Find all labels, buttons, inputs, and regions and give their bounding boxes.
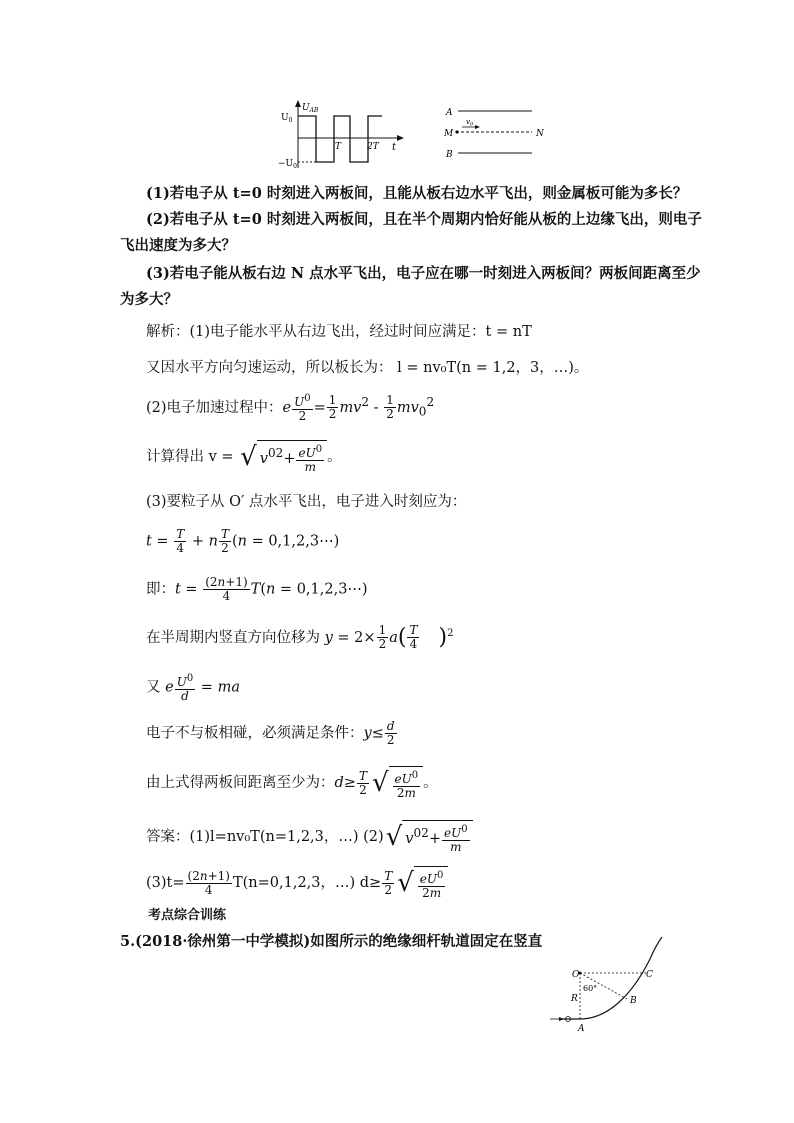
solution-line-5: (3)要粒子从 O′ 点水平飞出，电子进入时刻应为： (146, 494, 467, 510)
solution-force-equation: 又 e $\frac{U^0}{d}$ = ma (146, 673, 240, 703)
point-M-label: M (444, 129, 454, 139)
u0-negative-label: $-U_0$ (278, 159, 297, 170)
question-3-line2: 为多大？ (120, 291, 178, 308)
solution-time-simplified: 即：t = $\frac{(2n+1)}{4}$ T(n = 0,1,2,3⋯) (146, 575, 368, 603)
solution-distance: 由上式得两板间距离至少为：d≥ $\frac{T}{2}$ √ $\frac{eU^0}{2m}$ 。 (146, 768, 438, 800)
solution-line-1: 解析：(1)电子能水平从右边飞出，经过时间应满足：t = nT (146, 324, 532, 340)
question-1: (1)若电子从 t=0 时刻进入两板间，且能从板右边水平飞出，则金属板可能为多长？ (146, 185, 688, 202)
tick-2T-label: 2T (367, 142, 379, 152)
solution-velocity: 计算得出 v = √ $v^{02}+$ $\frac{eU^0}{m}$ 。 (146, 440, 342, 474)
problem-5-text: 5.(2018·徐州第一中学模拟)如图所示的绝缘细杆轨道固定在竖直 (120, 933, 543, 950)
point-O-label: O (572, 970, 580, 980)
solution-line-2: 又因水平方向匀速运动，所以板长为： l = nv₀T(n = 1,2，3，…)。 (146, 360, 589, 376)
question-2-line2: 飞出速度为多大？ (120, 237, 236, 254)
plate-A-label: A (446, 108, 453, 118)
t-axis-label: t (392, 142, 397, 153)
solution-energy-equation: (2)电子加速过程中：e $\frac{U^0}{2}$ = $\frac{1}{2}$ $mv^2$ - $\frac{1}{2}$ $mv_0^2$ (146, 393, 435, 424)
point-N-label: N (536, 129, 544, 139)
point-C-label: C (646, 970, 653, 980)
velocity-label: $v_0$ (466, 118, 474, 128)
plate-B-label: B (446, 150, 453, 160)
y-axis-label: $U_{AB}$ (302, 103, 319, 114)
answer-line-2: (3)t= $\frac{(2n+1)}{4}$ T(n=0,1,2,3，…) d≥ $\frac{T}{2}$ √ $\frac{eU^0}{2m}$ (146, 866, 448, 900)
tick-T-label: T (335, 142, 342, 152)
solution-condition: 电子不与板相碰，必须满足条件：y≤ $\frac{d}{2}$ (146, 719, 395, 747)
question-3-line1: (3)若电子能从板右边 N 点水平飞出，电子应在哪一时刻进入两板间？两板间距离至少 (146, 265, 701, 282)
question-2-line1: (2)若电子从 t=0 时刻进入两板间，且在半个周期内恰好能从板的上边缘飞出，则电子 (146, 211, 702, 228)
solution-displacement: 在半周期内竖直方向位移为 y = 2× $\frac{1}{2}$ a( $\frac{T}{4}$ )$^2$ (146, 623, 454, 652)
solution-time-equation: t = $\frac{T}{4}$ + n $\frac{T}{2}$ (n = 0,1,2,3⋯) (146, 527, 340, 555)
point-A-label: A (578, 1024, 585, 1034)
u0-positive-label: $U_0$ (281, 113, 293, 124)
track-figure (550, 935, 680, 1035)
plates-figure (440, 102, 550, 162)
section-title: 考点综合训练 (148, 908, 227, 923)
waveform-figure (278, 98, 408, 173)
radius-R-label: R (571, 994, 578, 1004)
point-B-label: B (630, 996, 637, 1006)
answer-line-1: 答案：(1)l=nv₀T(n=1,2,3，…) (2)√ $v^{02}+$ $\frac{eU^0}{m}$ (146, 820, 473, 854)
angle-label: 60° (583, 984, 598, 993)
